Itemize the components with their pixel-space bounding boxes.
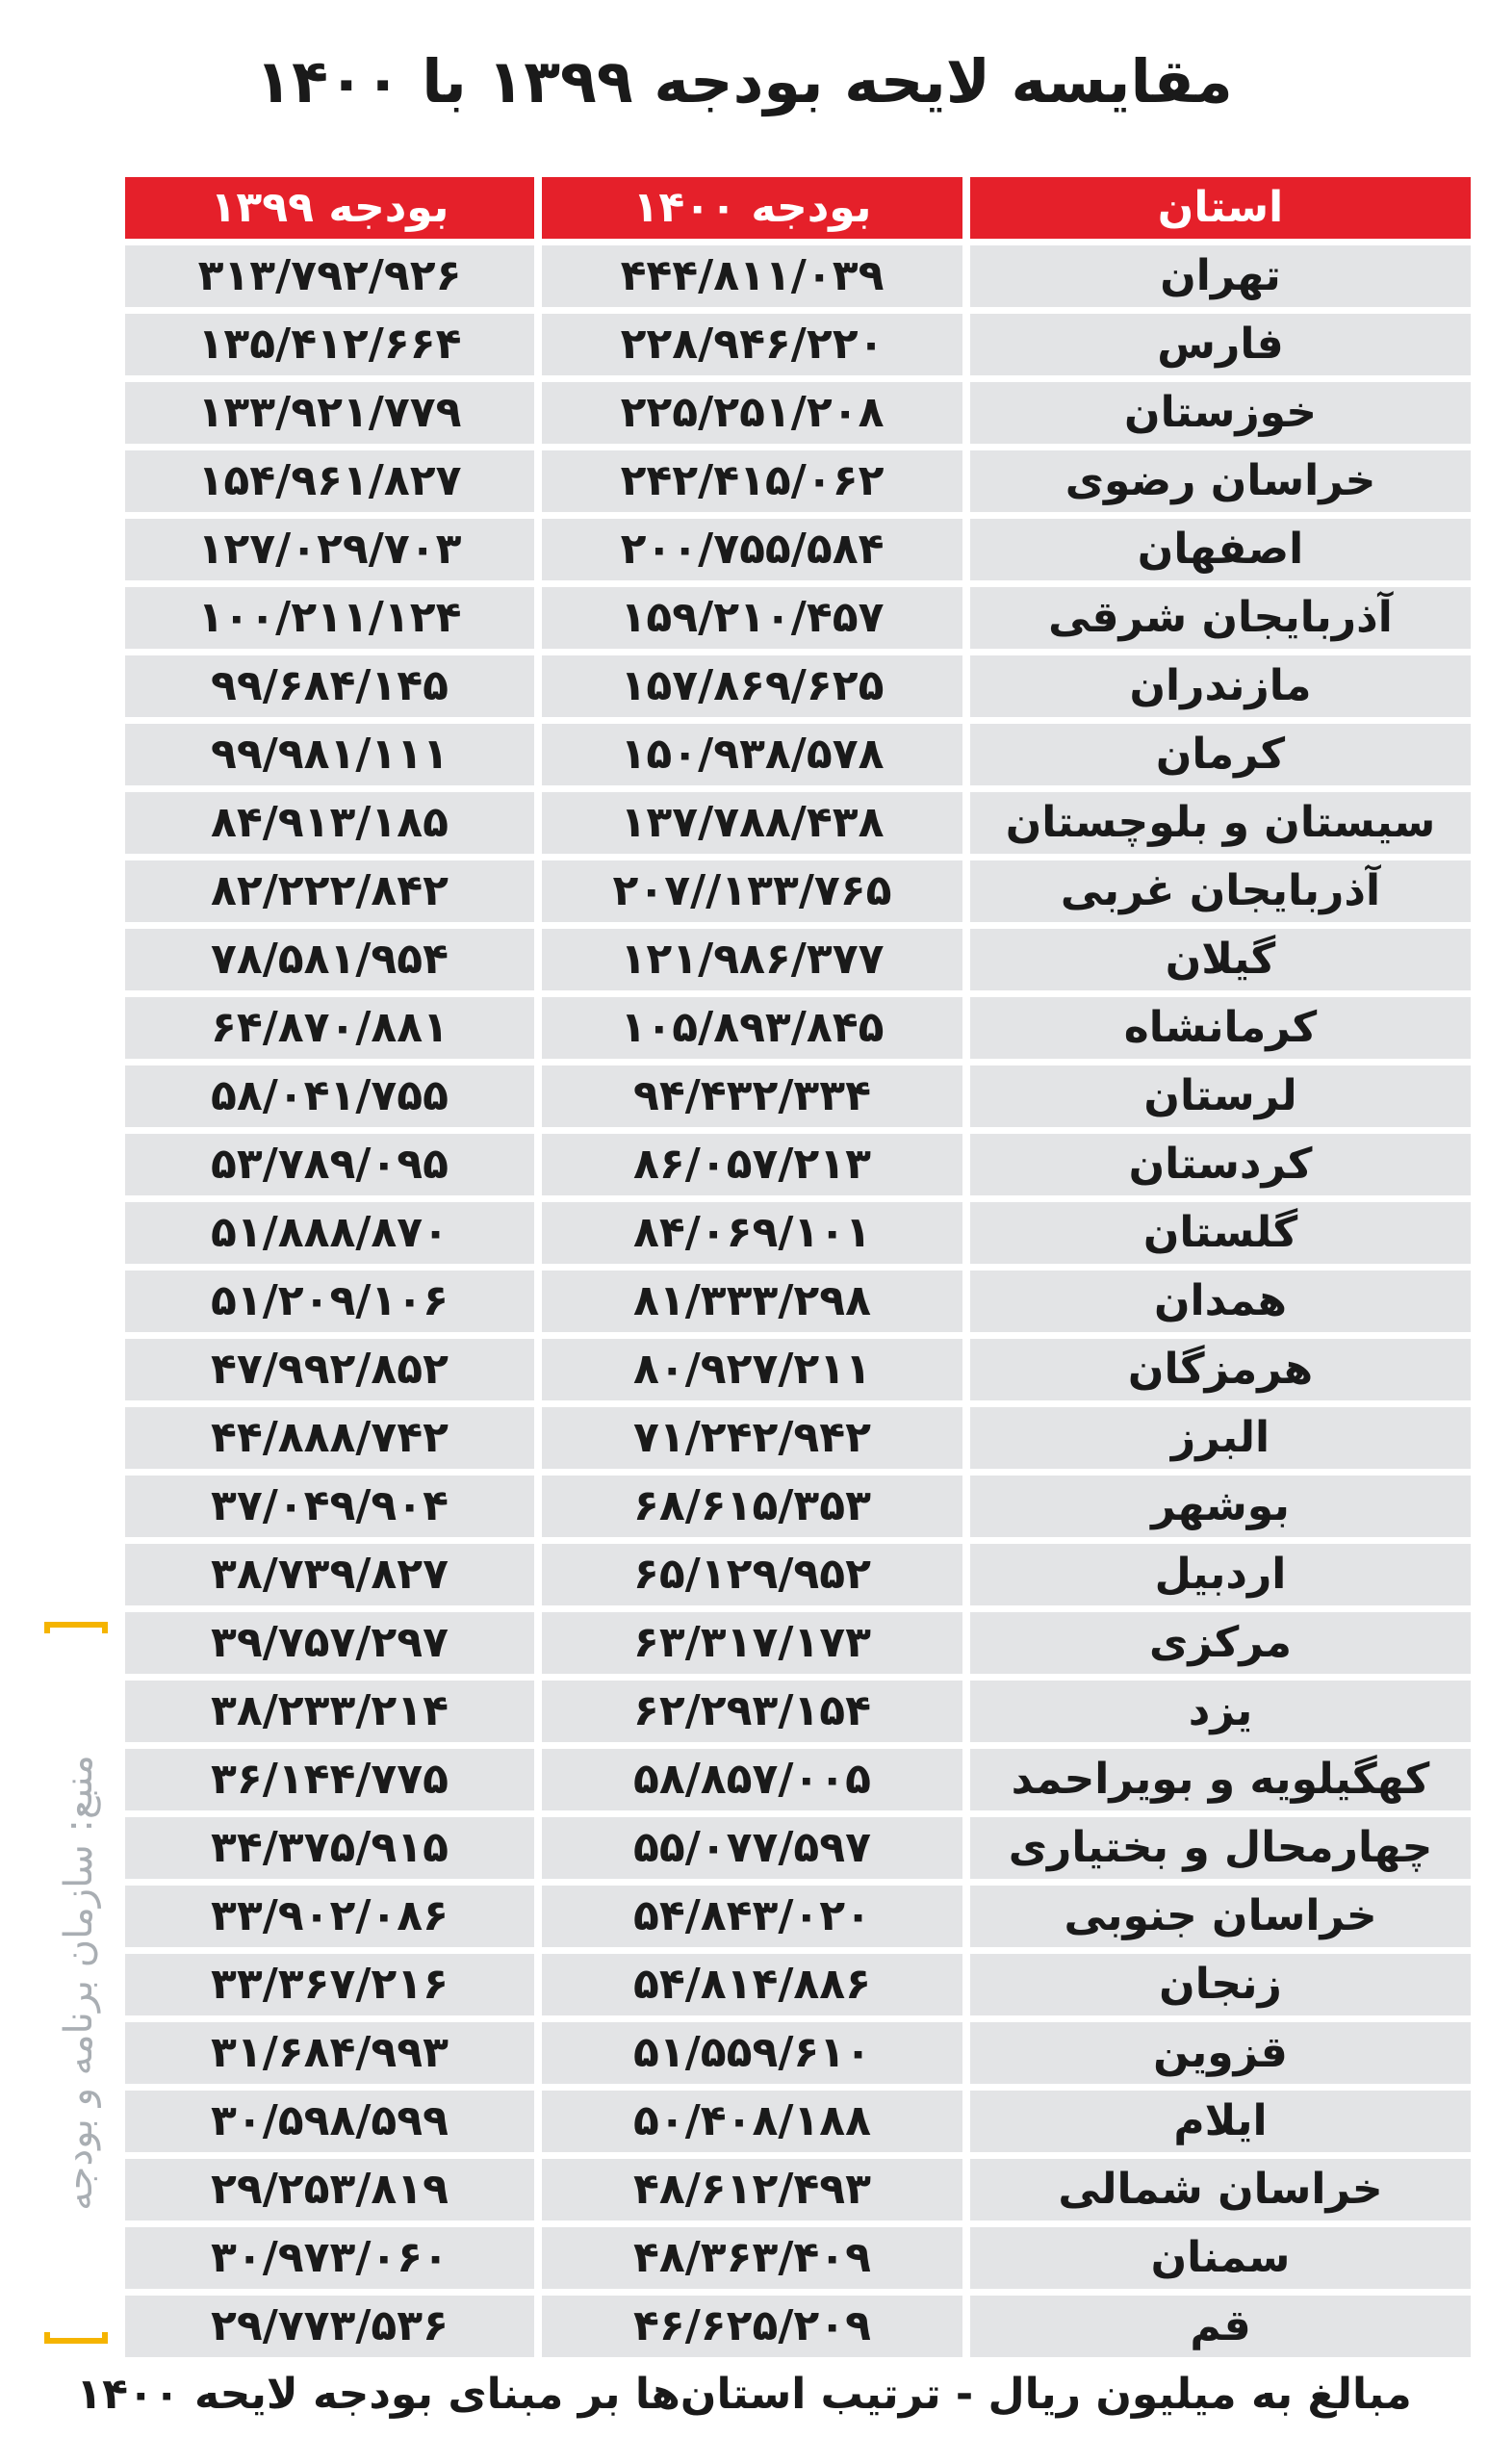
province-cell: چهارمحال و بختیاری <box>970 1817 1471 1879</box>
page-title: مقایسه لایحه بودجه ۱۳۹۹ با ۱۴۰۰ <box>255 46 1233 116</box>
budget-1400-cell: ۱۳۷/۷۸۸/۴۳۸ <box>542 792 962 854</box>
table-row <box>125 2022 1471 2084</box>
province-cell: کرمان <box>970 724 1471 785</box>
table-row <box>125 587 1471 649</box>
table-row <box>125 1476 1471 1537</box>
budget-1399-cell: ۳۰/۵۹۸/۵۹۹ <box>125 2091 534 2152</box>
bracket-top-decoration <box>44 1622 108 1633</box>
province-cell: یزد <box>970 1681 1471 1742</box>
source-text: منبع: سازمان برنامه و بودجه <box>57 1755 101 2211</box>
province-cell: اصفهان <box>970 519 1471 580</box>
budget-1400-cell: ۴۸/۶۱۲/۴۹۳ <box>542 2159 962 2220</box>
table-row <box>125 2227 1471 2289</box>
budget-1399-cell: ۳۶/۱۴۴/۷۷۵ <box>125 1749 534 1810</box>
table-row <box>125 382 1471 444</box>
province-cell: اردبیل <box>970 1544 1471 1605</box>
province-cell: لرستان <box>970 1065 1471 1127</box>
table-row <box>125 2091 1471 2152</box>
budget-1400-cell: ۶۲/۲۹۳/۱۵۴ <box>542 1681 962 1742</box>
footer-note: مبالغ به میلیون ریال - ترتیب استان‌ها بر مبنای بودجه لایحه ۱۴۰۰ <box>76 2370 1412 2419</box>
bracket-bottom-decoration <box>44 2332 108 2344</box>
province-cell: زنجان <box>970 1954 1471 2015</box>
budget-1400-cell: ۲۲۸/۹۴۶/۲۲۰ <box>542 314 962 375</box>
budget-1400-cell: ۱۵۹/۲۱۰/۴۵۷ <box>542 587 962 649</box>
budget-1399-cell: ۸۲/۲۲۲/۸۴۲ <box>125 860 534 922</box>
budget-table <box>125 177 1471 2364</box>
province-cell: گیلان <box>970 929 1471 990</box>
province-cell: همدان <box>970 1270 1471 1332</box>
budget-1399-cell: ۹۹/۹۸۱/۱۱۱ <box>125 724 534 785</box>
budget-1399-cell: ۵۳/۷۸۹/۰۹۵ <box>125 1134 534 1195</box>
table-row <box>125 655 1471 717</box>
budget-1399-cell: ۲۹/۷۷۳/۵۳۶ <box>125 2296 534 2357</box>
budget-1399-cell: ۷۸/۵۸۱/۹۵۴ <box>125 929 534 990</box>
province-cell: خوزستان <box>970 382 1471 444</box>
budget-1400-cell: ۱۵۰/۹۳۸/۵۷۸ <box>542 724 962 785</box>
budget-1399-cell: ۲۹/۲۵۳/۸۱۹ <box>125 2159 534 2220</box>
budget-1399-cell: ۸۴/۹۱۳/۱۸۵ <box>125 792 534 854</box>
budget-1400-cell: ۶۳/۳۱۷/۱۷۳ <box>542 1612 962 1674</box>
table-row <box>125 1407 1471 1469</box>
budget-1400-cell: ۵۰/۴۰۸/۱۸۸ <box>542 2091 962 2152</box>
province-cell: خراسان رضوی <box>970 450 1471 512</box>
province-cell: بوشهر <box>970 1476 1471 1537</box>
budget-1400-cell: ۲۰۰/۷۵۵/۵۸۴ <box>542 519 962 580</box>
table-row <box>125 1886 1471 1947</box>
budget-1399-cell: ۳۹/۷۵۷/۲۹۷ <box>125 1612 534 1674</box>
budget-1399-cell: ۳۰/۹۷۳/۰۶۰ <box>125 2227 534 2289</box>
budget-1399-cell: ۳۱/۶۸۴/۹۹۳ <box>125 2022 534 2084</box>
budget-1399-cell: ۳۳/۹۰۲/۰۸۶ <box>125 1886 534 1947</box>
province-cell: مازندران <box>970 655 1471 717</box>
province-cell: فارس <box>970 314 1471 375</box>
province-cell: هرمزگان <box>970 1339 1471 1400</box>
province-cell: آذربایجان غربی <box>970 860 1471 922</box>
budget-1399-cell: ۳۴/۳۷۵/۹۱۵ <box>125 1817 534 1879</box>
budget-1400-cell: ۵۵/۰۷۷/۵۹۷ <box>542 1817 962 1879</box>
table-row <box>125 1134 1471 1195</box>
province-cell: گلستان <box>970 1202 1471 1264</box>
budget-1400-cell: ۵۱/۵۵۹/۶۱۰ <box>542 2022 962 2084</box>
table-row <box>125 245 1471 307</box>
budget-1400-cell: ۱۲۱/۹۸۶/۳۷۷ <box>542 929 962 990</box>
budget-1400-cell: ۶۸/۶۱۵/۳۵۳ <box>542 1476 962 1537</box>
budget-1400-cell: ۶۵/۱۲۹/۹۵۲ <box>542 1544 962 1605</box>
budget-1400-cell: ۸۱/۳۳۳/۲۹۸ <box>542 1270 962 1332</box>
budget-1400-cell: ۸۰/۹۲۷/۲۱۱ <box>542 1339 962 1400</box>
province-cell: خراسان جنوبی <box>970 1886 1471 1947</box>
budget-1399-cell: ۱۳۳/۹۲۱/۷۷۹ <box>125 382 534 444</box>
budget-1399-cell: ۱۰۰/۲۱۱/۱۲۴ <box>125 587 534 649</box>
province-cell: ایلام <box>970 2091 1471 2152</box>
table-row <box>125 1749 1471 1810</box>
province-cell: قم <box>970 2296 1471 2357</box>
table-row <box>125 997 1471 1059</box>
table-row <box>125 1270 1471 1332</box>
budget-1399-cell: ۶۴/۸۷۰/۸۸۱ <box>125 997 534 1059</box>
budget-1399-cell: ۳۸/۷۳۹/۸۲۷ <box>125 1544 534 1605</box>
budget-1400-cell: ۴۸/۳۶۳/۴۰۹ <box>542 2227 962 2289</box>
budget-1400-cell: ۷۱/۲۴۲/۹۴۲ <box>542 1407 962 1469</box>
table-row <box>125 2296 1471 2357</box>
budget-1400-cell: ۲۴۲/۴۱۵/۰۶۲ <box>542 450 962 512</box>
province-cell: سمنان <box>970 2227 1471 2289</box>
province-cell: کهگیلویه و بویراحمد <box>970 1749 1471 1810</box>
source-note <box>40 1622 117 2344</box>
budget-1399-cell: ۵۱/۲۰۹/۱۰۶ <box>125 1270 534 1332</box>
budget-1400-cell: ۵۸/۸۵۷/۰۰۵ <box>542 1749 962 1810</box>
budget-1400-cell: ۱۵۷/۸۶۹/۶۲۵ <box>542 655 962 717</box>
province-cell: البرز <box>970 1407 1471 1469</box>
budget-1400-cell: ۱۳۳/۷۶۵//۲۰۷ <box>542 860 962 922</box>
province-cell: کردستان <box>970 1134 1471 1195</box>
table-row <box>125 519 1471 580</box>
province-cell: قزوین <box>970 2022 1471 2084</box>
budget-1399-cell: ۱۲۷/۰۲۹/۷۰۳ <box>125 519 534 580</box>
table-row <box>125 450 1471 512</box>
table-row <box>125 1544 1471 1605</box>
budget-1400-cell: ۹۴/۴۳۲/۳۳۴ <box>542 1065 962 1127</box>
province-cell: مرکزی <box>970 1612 1471 1674</box>
budget-1400-cell: ۸۶/۰۵۷/۲۱۳ <box>542 1134 962 1195</box>
header-budget-1400: بودجه ۱۴۰۰ <box>542 177 962 239</box>
budget-1399-cell: ۵۸/۰۴۱/۷۵۵ <box>125 1065 534 1127</box>
province-cell: خراسان شمالی <box>970 2159 1471 2220</box>
table-row <box>125 1339 1471 1400</box>
budget-1399-cell: ۴۴/۸۸۸/۷۴۲ <box>125 1407 534 1469</box>
header-province: استان <box>970 177 1471 239</box>
table-row <box>125 1065 1471 1127</box>
province-cell: تهران <box>970 245 1471 307</box>
budget-1399-cell: ۹۹/۶۸۴/۱۴۵ <box>125 655 534 717</box>
table-row <box>125 1954 1471 2015</box>
table-row <box>125 2159 1471 2220</box>
budget-1399-cell: ۳۳/۳۶۷/۲۱۶ <box>125 1954 534 2015</box>
budget-1400-cell: ۸۴/۰۶۹/۱۰۱ <box>542 1202 962 1264</box>
budget-1399-cell: ۴۷/۹۹۲/۸۵۲ <box>125 1339 534 1400</box>
header-budget-1399: بودجه ۱۳۹۹ <box>125 177 534 239</box>
table-row <box>125 860 1471 922</box>
table-row <box>125 1817 1471 1879</box>
table-row <box>125 792 1471 854</box>
table-row <box>125 1681 1471 1742</box>
table-row <box>125 724 1471 785</box>
budget-1400-cell: ۱۰۵/۸۹۳/۸۴۵ <box>542 997 962 1059</box>
budget-1400-cell: ۵۴/۸۱۴/۸۸۶ <box>542 1954 962 2015</box>
table-body <box>125 245 1471 2357</box>
table-row <box>125 1612 1471 1674</box>
budget-1400-cell: ۲۲۵/۲۵۱/۲۰۸ <box>542 382 962 444</box>
budget-1399-cell: ۳۸/۲۳۳/۲۱۴ <box>125 1681 534 1742</box>
province-cell: کرمانشاه <box>970 997 1471 1059</box>
budget-1399-cell: ۱۳۵/۴۱۲/۶۶۴ <box>125 314 534 375</box>
table-row <box>125 1202 1471 1264</box>
budget-1400-cell: ۴۶/۶۲۵/۲۰۹ <box>542 2296 962 2357</box>
table-row <box>125 929 1471 990</box>
budget-1400-cell: ۴۴۴/۸۱۱/۰۳۹ <box>542 245 962 307</box>
budget-1400-cell: ۵۴/۸۴۳/۰۲۰ <box>542 1886 962 1947</box>
budget-1399-cell: ۳۱۳/۷۹۲/۹۲۶ <box>125 245 534 307</box>
table-header <box>125 177 1471 239</box>
province-cell: آذربایجان شرقی <box>970 587 1471 649</box>
province-cell: سیستان و بلوچستان <box>970 792 1471 854</box>
budget-1399-cell: ۵۱/۸۸۸/۸۷۰ <box>125 1202 534 1264</box>
budget-1399-cell: ۱۵۴/۹۶۱/۸۲۷ <box>125 450 534 512</box>
table-row <box>125 314 1471 375</box>
budget-1399-cell: ۳۷/۰۴۹/۹۰۴ <box>125 1476 534 1537</box>
